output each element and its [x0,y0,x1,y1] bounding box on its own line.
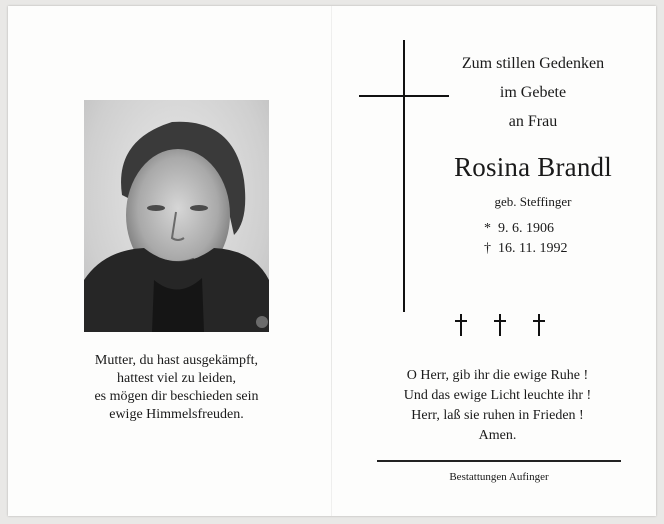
poem-line: es mögen dir beschieden sein [94,389,259,404]
cross-icon [494,314,506,336]
prayer-line: Und das ewige Licht leuchte ihr ! [403,388,592,403]
footer-divider [377,460,621,462]
remembrance-header [430,49,636,136]
cross-icon [455,314,467,336]
card-fold [331,6,332,516]
prayer-line: O Herr, gib ihr die ewige Ruhe ! [406,368,589,383]
birth-star-icon: * [484,221,491,236]
header-line: im Gebete [499,84,567,101]
prayer-line: Amen. [478,428,517,443]
header-line: an Frau [508,113,558,130]
three-crosses [455,314,545,336]
death-cross-icon: † [484,241,491,256]
cross-icon [533,314,545,336]
life-dates [484,219,567,259]
poem-line: hattest viel zu leiden, [117,371,236,386]
poem-line: Mutter, du hast ausgekämpft, [94,353,259,368]
poem-line: ewige Himmelsfreuden. [109,407,244,422]
poem [84,352,269,424]
funeral-home: Bestattungen Aufinger [449,471,549,483]
death-row [484,239,567,259]
birth-date: 9. 6. 1906 [498,221,554,236]
header-line: Zum stillen Gedenken [461,55,605,72]
birth-name: geb. Steffinger [494,194,572,209]
prayer [370,366,625,446]
prayer-line: Herr, laß sie ruhen in Frieden ! [411,408,584,423]
portrait-photo [84,100,269,332]
death-date: 16. 11. 1992 [498,241,568,256]
deceased-name: Rosina Brandl [454,152,612,182]
birth-row [484,219,567,239]
large-cross-vertical [403,40,405,312]
